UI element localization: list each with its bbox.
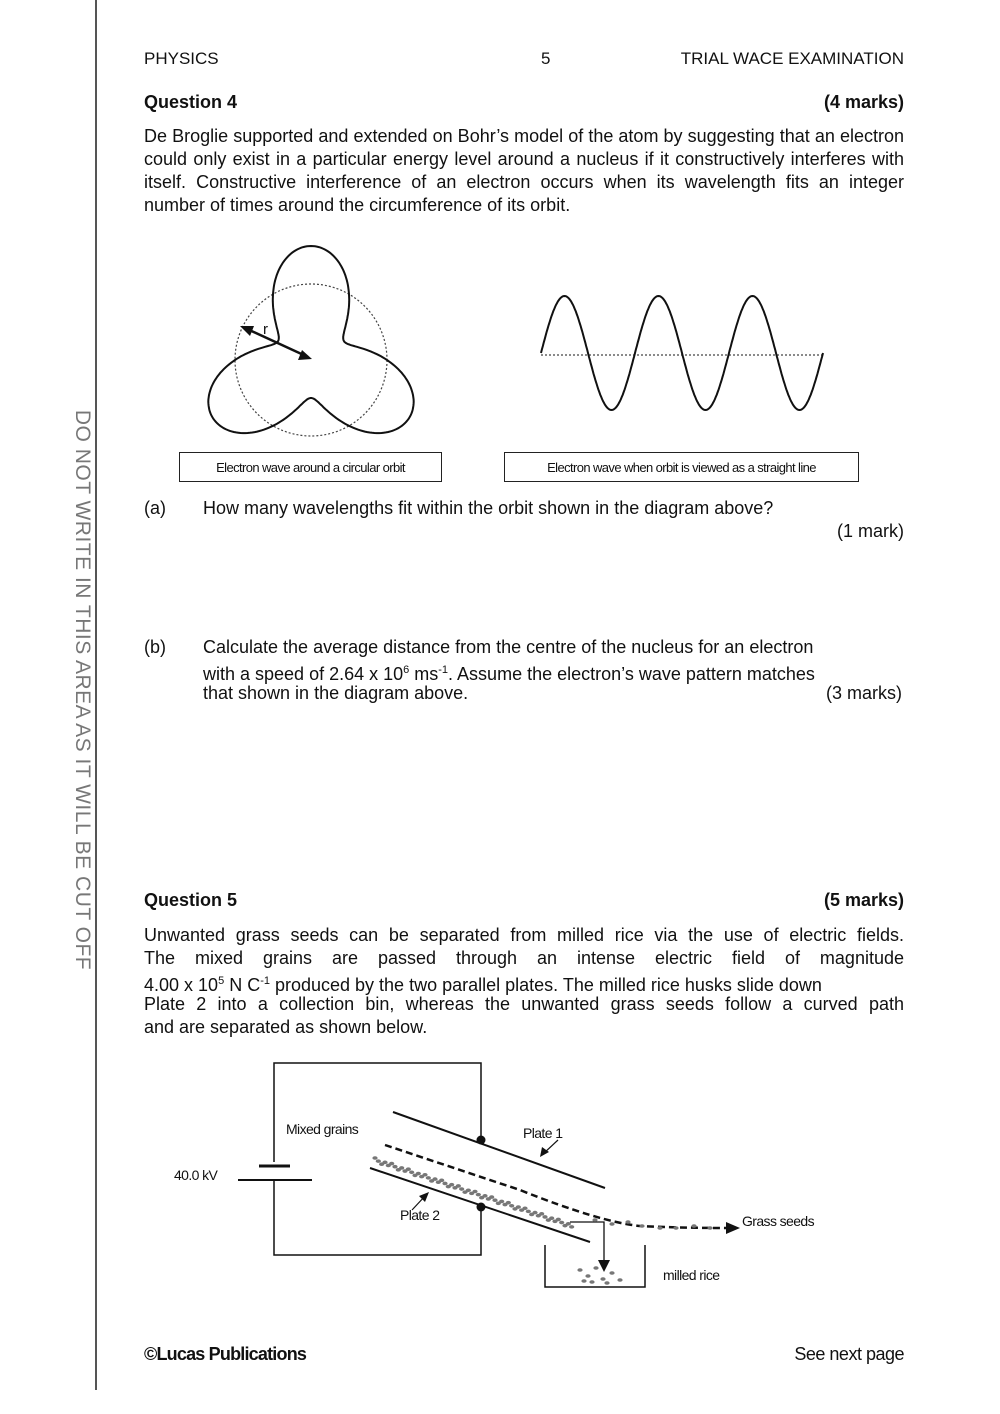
grain-dot <box>376 1159 381 1163</box>
question-4-title: Question 4 <box>144 92 238 112</box>
plate-1-leader-arrowhead <box>540 1147 549 1157</box>
collection-bin <box>545 1245 645 1287</box>
grain-dot <box>556 1218 561 1222</box>
grain-dot <box>617 1278 622 1282</box>
question-5-line-5: and are separated as shown below. <box>144 1017 428 1037</box>
plate-2-label: Plate 2 <box>400 1207 440 1223</box>
part-b-line-1: Calculate the average distance from the centre of the nucleus for an electron <box>203 637 814 657</box>
grain-dot <box>593 1266 598 1270</box>
grain-dot <box>585 1274 590 1278</box>
grain-dot <box>506 1201 511 1205</box>
grain-dot <box>625 1220 630 1224</box>
grain-dot <box>476 1193 481 1197</box>
rice-drop-arrowhead <box>598 1260 610 1272</box>
grain-dot <box>609 1271 614 1275</box>
circuit-wire-top <box>274 1063 481 1162</box>
milled-rice-in-bin <box>577 1266 622 1285</box>
question-5-title: Question 5 <box>144 890 238 910</box>
grain-dot <box>382 1161 387 1165</box>
grain-dot <box>439 1179 444 1183</box>
grain-dot <box>592 1218 597 1222</box>
part-b-marks: (3 marks) <box>826 683 902 703</box>
grain-dot <box>526 1210 531 1214</box>
grain-dot <box>657 1226 662 1230</box>
rice-drop-path <box>570 1222 604 1265</box>
grain-dot <box>589 1280 594 1284</box>
plate-1 <box>393 1112 605 1188</box>
grain-dot <box>539 1212 544 1216</box>
footer-next-page: See next page <box>794 1344 904 1364</box>
grain-dot <box>516 1205 521 1209</box>
caption-circular-orbit: Electron wave around a circular orbit <box>179 452 442 482</box>
grain-dot <box>581 1279 586 1283</box>
grain-dot <box>409 1170 414 1174</box>
grain-dot <box>466 1188 471 1192</box>
grain-dot <box>673 1226 678 1230</box>
grain-dot <box>509 1204 514 1208</box>
part-b-line-3: that shown in the diagram above. <box>203 683 469 703</box>
grain-dot <box>492 1198 497 1202</box>
grain-dot <box>577 1268 582 1272</box>
grain-dot <box>707 1226 712 1230</box>
grain-dot <box>472 1190 477 1194</box>
grain-dot <box>609 1222 614 1226</box>
grain-dot <box>600 1277 605 1281</box>
grain-dot <box>426 1176 431 1180</box>
question-5-marks: (5 marks) <box>823 890 904 910</box>
grain-dot <box>542 1215 547 1219</box>
grain-dot <box>422 1173 427 1177</box>
grain-dot <box>399 1166 404 1170</box>
grain-dot <box>549 1216 554 1220</box>
grain-dot <box>639 1224 644 1228</box>
margin-note: DO NOT WRITE IN THIS AREA AS IT WILL BE CUT OFF <box>71 409 94 971</box>
part-b-label: (b) <box>144 637 166 657</box>
grain-dot <box>691 1224 696 1228</box>
question-5-line-4: Plate 2 into a collection bin, whereas the unwanted grass seeds follow a curved path <box>144 994 904 1014</box>
grain-dot <box>566 1222 571 1226</box>
grass-seeds-arrowhead <box>726 1222 740 1234</box>
grain-dot <box>456 1184 461 1188</box>
grain-dot <box>389 1162 394 1166</box>
grain-dot <box>449 1183 454 1187</box>
grain-dot <box>416 1172 421 1176</box>
circuit-wire-bottom <box>274 1180 481 1255</box>
grain-dot <box>569 1225 574 1229</box>
grain-dot <box>406 1167 411 1171</box>
voltage-label: 40.0 kV <box>174 1167 218 1183</box>
grain-dot <box>532 1211 537 1215</box>
grain-dot <box>604 1281 609 1285</box>
mixed-grains-label: Mixed grains <box>286 1121 359 1137</box>
grain-dot <box>522 1206 527 1210</box>
grain-dot <box>392 1165 397 1169</box>
grain-dot <box>489 1195 494 1199</box>
radius-label: r <box>263 321 268 338</box>
footer-publisher: ©Lucas Publications <box>144 1344 307 1364</box>
question-5-line-3: 4.00 x $10^5$ N $C^{-1}$ produced by the two parallel plates. The milled rice husks slide down <box>144 975 822 995</box>
milled-rice-label: milled rice <box>663 1267 720 1283</box>
plate-1-label: Plate 1 <box>523 1125 563 1141</box>
grain-dot <box>482 1194 487 1198</box>
grass-seeds-label: Grass seeds <box>742 1213 814 1229</box>
plate-1-contact <box>477 1136 486 1145</box>
question-5-line-2: The mixed grains are passed through an intense electric field of magnitude <box>144 948 904 968</box>
grain-dot <box>459 1187 464 1191</box>
grain-dot <box>432 1177 437 1181</box>
part-a-label: (a) <box>144 498 166 518</box>
part-a-marks: (1 mark) <box>837 521 904 541</box>
header-subject: PHYSICS <box>144 49 219 68</box>
plate-2-contact <box>477 1203 486 1212</box>
question-4-marks: (4 marks) <box>823 92 904 112</box>
grain-dot <box>442 1182 447 1186</box>
grain-dot <box>559 1221 564 1225</box>
caption-straight-line: Electron wave when orbit is viewed as a straight line <box>504 452 859 482</box>
part-a-text: How many wavelengths fit within the orbit shown in the diagram above? <box>203 498 774 518</box>
question-4-intro: De Broglie supported and extended on Bohr’s model of the atom by suggesting that an electron could only exist in a particular energy level around a nucleus if it constructively interferes with itself. Constructive interference of an electron occurs when its wavelength fits an integer number of times around the circumference of its orbit. <box>144 126 904 215</box>
grain-dot <box>372 1156 377 1160</box>
grain-dot <box>499 1200 504 1204</box>
part-b-line-2: with a speed of 2.64 x $10^6$ $ms^{-1}$. Assume the electron’s wave pattern matches <box>203 664 815 684</box>
header-exam-title: TRIAL WACE EXAMINATION <box>680 49 904 68</box>
question-5-line-1: Unwanted grass seeds can be separated from milled rice via the use of electric fields. <box>144 925 904 945</box>
page-number: 5 <box>541 49 551 68</box>
